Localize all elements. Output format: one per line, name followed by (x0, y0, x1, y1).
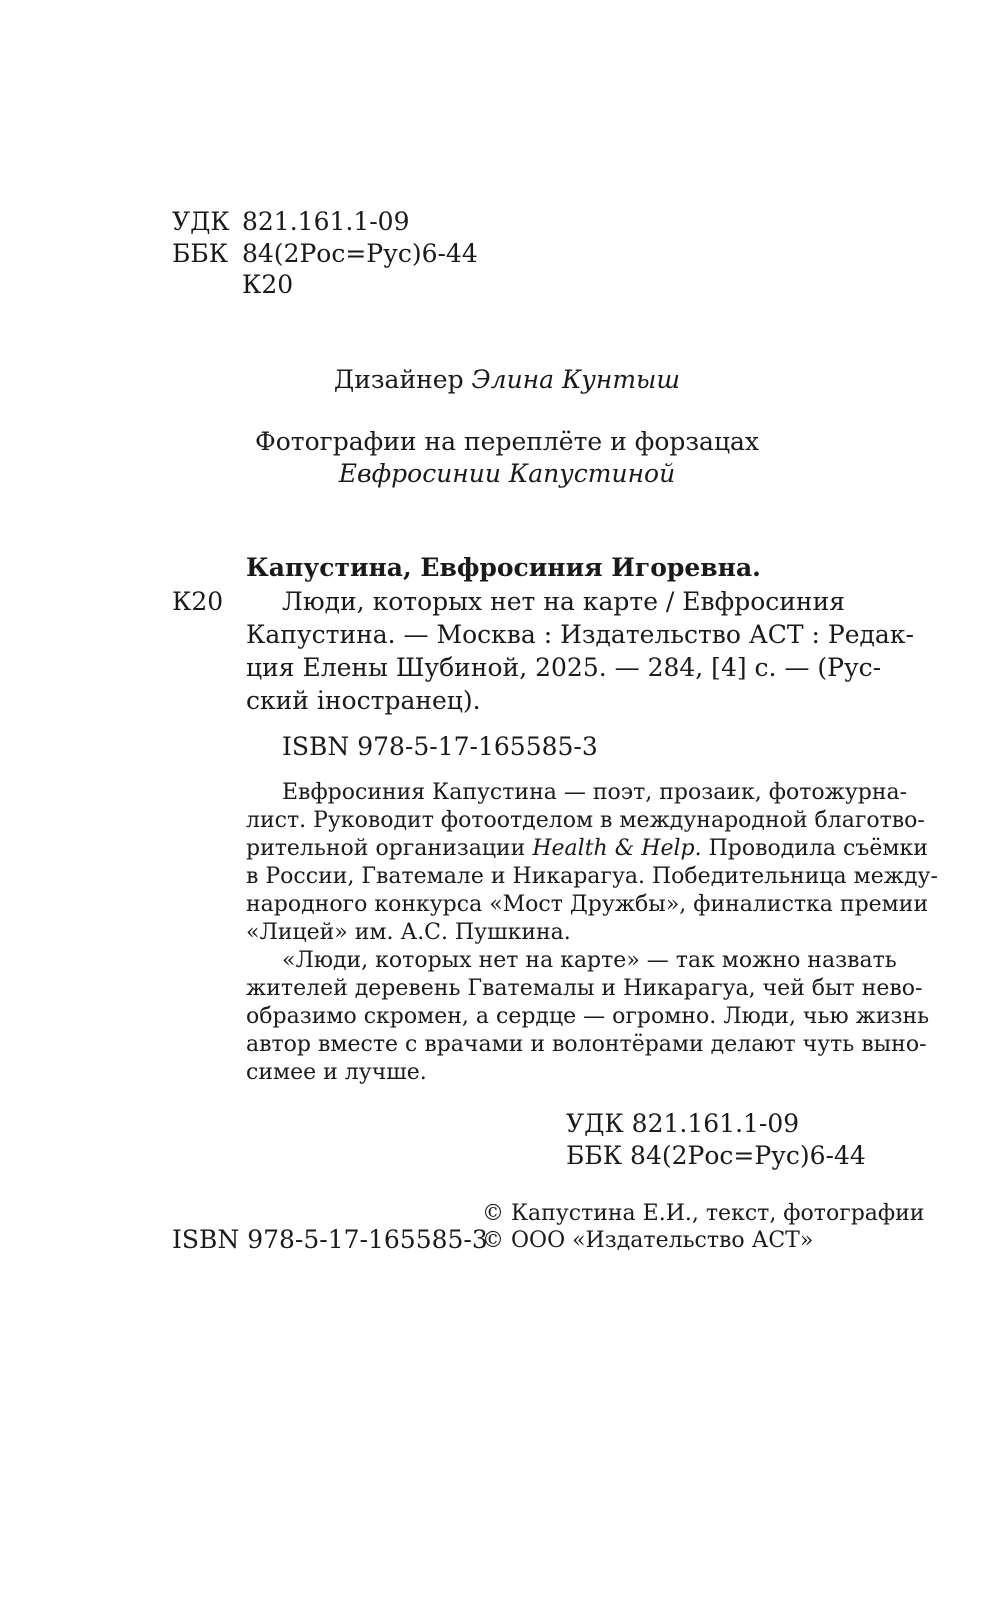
designer-prefix: Дизайнер (333, 365, 464, 394)
author-mark-record: К20 (172, 587, 224, 616)
annotation-line: Евфросиния Капустина — поэт, прозаик, фотожурна- (282, 780, 908, 805)
annotation-text: . Проводила съёмки (694, 836, 928, 861)
photos-credit-author: Евфросинии Капустиной (338, 459, 676, 488)
photos-credit-line: Фотографии на переплёте и форзацах (254, 427, 760, 456)
record-line: Люди, которых нет на карте / Евфросиния (282, 587, 846, 616)
bbk-label: ББК (172, 239, 229, 268)
copyright-publisher: © ООО «Издательство АСТ» (482, 1228, 814, 1253)
organization-name: Health & Help (532, 836, 695, 861)
annotation-line: «Люди, которых нет на карте» — так можно назвать (282, 948, 897, 973)
designer-credit (0, 363, 1000, 397)
annotation-line: «Лицей» им. А.С. Пушкина. (246, 920, 571, 945)
udk-value: 821.161.1-09 (242, 207, 410, 236)
annotation-line: автор вместе с врачами и волонтёрами делают чуть выно- (246, 1032, 927, 1057)
bottom-bbk: ББК 84(2Рос=Рус)6-44 (566, 1141, 866, 1170)
record-line: ский iностранец). (246, 686, 481, 715)
udk-label: УДК (172, 207, 230, 236)
annotation-line: в России, Гватемале и Никарагуа. Победительница между- (246, 864, 938, 889)
annotation-line: лист. Руководит фотоотделом в международной благотво- (246, 808, 925, 833)
bottom-udk: УДК 821.161.1-09 (566, 1109, 800, 1138)
annotation-line: симее и лучше. (246, 1060, 427, 1085)
record-isbn: ISBN 978-5-17-165585-3 (282, 732, 598, 761)
record-line: ция Елены Шубиной, 2025. — 284, [4] с. — (Рус- (246, 653, 882, 682)
author-heading: Капустина, Евфросиния Игоревна. (246, 553, 761, 582)
record-line: Капустина. — Москва : Издательство АСТ : Редак- (246, 620, 914, 649)
copyright-author: © Капустина Е.И., текст, фотографии (482, 1201, 925, 1226)
bbk-value: 84(2Рос=Рус)6-44 (242, 239, 478, 268)
annotation-line: народного конкурса «Мост Дружбы», финалистка премии (246, 892, 929, 917)
annotation-line: образимо скромен, а сердце — огромно. Люди, чью жизнь (246, 1004, 930, 1029)
footer-isbn: ISBN 978-5-17-165585-3 (172, 1225, 488, 1254)
designer-name: Элина Кунтыш (471, 365, 681, 394)
annotation-line: жителей деревень Гватемалы и Никарагуа, чей быт нево- (246, 976, 923, 1001)
annotation-line (246, 835, 928, 863)
annotation-text: рительной организации (246, 836, 533, 861)
author-mark-top: К20 (242, 270, 294, 299)
